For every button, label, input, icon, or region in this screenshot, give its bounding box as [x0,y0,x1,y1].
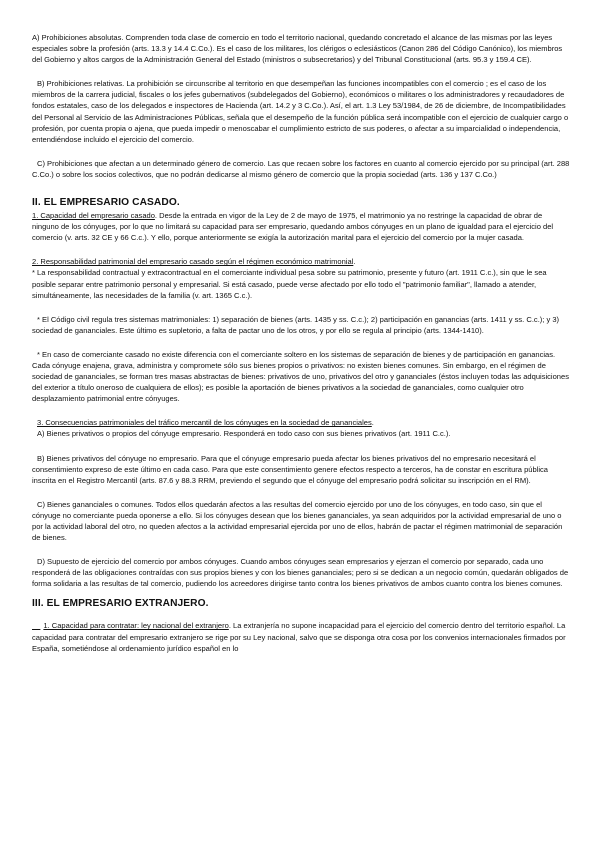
heading-empresario-extranjero: III. EL EMPRESARIO EXTRANJERO. [32,598,209,610]
paragraph-capacidad-casado [32,210,570,243]
paragraph-consecuencias-a: A) Bienes privativos o propios del cónyuge empresario. Responderá en todo caso con sus bienes privativos (art. 1911 C.c.). [37,429,451,439]
subheading-capacidad-casado: 1. Capacidad del empresario casado [32,211,155,221]
paragraph-consecuencias-b: B) Bienes privativos del cónyuge no empresario. Para que el cónyuge empresario pueda afectar los bienes privativos del no empresario necesitará el consentimiento expreso de este último en cada caso. Para que este consentimiento genere efectos respecto a terceros, ha de constar en escritura pública inscrita en el Registro Mercantil (arts. 87.6 y 88.3 RRM, previendo el segundo que el cónyuge del empresario podrá solicitar su inscripción en el RM). [32,453,549,485]
paragraph-prohibiciones-genero: C) Prohibiciones que afectan a un determinado género de comercio. Las que recaen sobre los factores en cuanto al comercio ejercido por su principal (art. 288 C.Co.) o sobre los socios colectivos, que no podrán dedicarse al mismo género de comercio que la propia sociedad (arts. 136 y 137 C.Co.) [32,158,570,179]
paragraph-responsabilidad-3: * En caso de comerciante casado no existe diferencia con el comerciante soltero en los sistemas de separación de bienes y de participación en ganancias. Cada cónyuge enajena, grava, administra y compromete sólo sus bienes propios o privativos: no existen bienes comunes. Sin embargo, en el régimen de sociedad de gananciales, se forman tres masas abstractas de bienes: privativos de uno, privativos del otro y gananciales (éstos incluyen todas las adquisiciones del exterior a título oneroso de cualquiera de ellos); es posible la aportación de bienes privativos a la sociedad de gananciales, como cualquier otro desplazamiento patrimonial entre cónyuges. [32,349,569,404]
paragraph-capacidad-extranjero [32,620,570,653]
subheading-responsabilidad-dot: . [353,257,356,267]
text-capacidad-casado: . Desde la entrada en vigor de la Ley de 2 de mayo de 1975, el matrimonio ya no restringe la capacidad de obrar de ninguno de los cónyuges, por lo que no limitará su capacidad para ser empresario, quedando ambos cónyuges en un plano de igualdad para el ejercicio del comercio (v. arts. 32 CE y 66 C.c.). Y ello, porque anteriormente se exigía la autorización marital para el ejercicio del comercio por la mujer casada. [32,211,554,243]
text-capacidad-extranjero: . La extranjería no supone incapacidad para el ejercicio del comercio dentro del territorio español. La capacidad para contratar del empresario extranjero se rige por su Ley nacional, salvo que se disponga otra cosa por los convenios internacionales firmados por España, sometiéndose al ordenamiento jurídico español en lo [32,621,566,653]
paragraph-responsabilidad-2: * El Código civil regula tres sistemas matrimoniales: 1) separación de bienes (arts. 1435 y ss. C.c.); 2) participación en ganancias (arts. 1411 y ss. C.c.); y 3) sociedad de gananciales. Este último es supletorio, a falta de pactar uno de los otros, y por ello se regula al principio (arts. 1344-1410). [32,314,560,335]
subheading-consecuencias [32,417,570,428]
paragraph-prohibiciones-relativas: B) Prohibiciones relativas. La prohibición se circunscribe al territorio en que desempeñan las funciones incompatibles con el comercio ; es el caso de los miembros de la carrera judicial, fiscales o los jefes gubernativos (subdelegados del Gobierno), económicos o militares o los administradores y recaudadores de fondos estatales, caso de los delegados e inspectores de Hacienda (art. 14.2 y 3 C.Co.). Así, el art. 1.3 Ley 53/1984, de 26 de diciembre, de Incompatibilidades del Personal al Servicio de las Administraciones Públicas, señala que el desempeño de la función pública será incompatible con el ejercicio de cualquier cargo o profesión, por cuenta propia o ajena, que pueda impedir o menoscabar el cumplimiento estricto de sus poderes, o afectar a su imparcialidad o independencia, entendiéndose incluido el ejercicio del comercio. [32,79,569,144]
subheading-consecuencias-label: 3. Consecuencias patrimoniales del tráfico mercantil de los cónyuges en la sociedad de gananciales [37,418,372,428]
paragraph-prohibiciones-absolutas: A) Prohibiciones absolutas. Comprenden toda clase de comercio en todo el territorio nacional, quedando concretado el alcance de las mismas por las leyes especiales sobre la profesión (arts. 13.3 y 14.4 C.Co.). Es el caso de los militares, los clérigos o eclesiásticos (Canon 286 del Código Canónico), los miembros del Gobierno y altos cargos de la Administración General del Estado (ministros o subsecretarios) y del Tribunal Constitucional (arts. 95.3 y 159.4 CE). [32,33,563,65]
paragraph-consecuencias-c: C) Bienes gananciales o comunes. Todos ellos quedarán afectos a las resultas del comercio ejercido por uno de los cónyuges, en todo caso, sin que el cónyuge no comerciante pueda oponerse a ello. Si los cónyuges desean que los bienes gananciales, ya sean adquiridos por la actividad empresarial de uno o por la actividad laboral del otro, no queden afectos a la actividad empresarial ejercida por uno de ellos, habrán de pactar el régimen matrimonial de separación de bienes. [32,499,563,543]
paragraph-consecuencias-d: D) Supuesto de ejercicio del comercio por ambos cónyuges. Cuando ambos cónyuges sean empresarios y ejerzan el comercio por separado, cada uno responderá de las obligaciones contraídas con sus propios bienes y con los bienes gananciales; pero si se dedican a un negocio común, quedarán obligados de forma solidaria a las resultas de tal comercio, pudiendo los acreedores dirigirse tanto contra los bienes privativos de ambos cuanto contra los bienes comunes. [32,557,569,589]
subheading-responsabilidad [32,256,570,267]
underline-blank [32,621,40,630]
subheading-capacidad-extranjero: 1. Capacidad para contratar: ley nacional del extranjero [43,621,229,631]
paragraph-responsabilidad-1: * La responsabilidad contractual y extracontractual en el comerciante individual pesa sobre su patrimonio, presente y futuro (art. 1911 C.c.), sin que le sea posible separar entre patrimonio personal y empresarial. Si está casado, puede verse afectado por ello todo el "patrimonio familiar", llamado a atender, simultáneamente, las necesidades de la familia (v. art. 1365 C.c.). [32,268,547,300]
subheading-consecuencias-dot: . [371,418,374,428]
subheading-responsabilidad-label: 2. Responsabilidad patrimonial del empresario casado según el régimen económico matrimonial [32,257,354,267]
heading-empresario-casado: II. EL EMPRESARIO CASADO. [32,197,180,209]
